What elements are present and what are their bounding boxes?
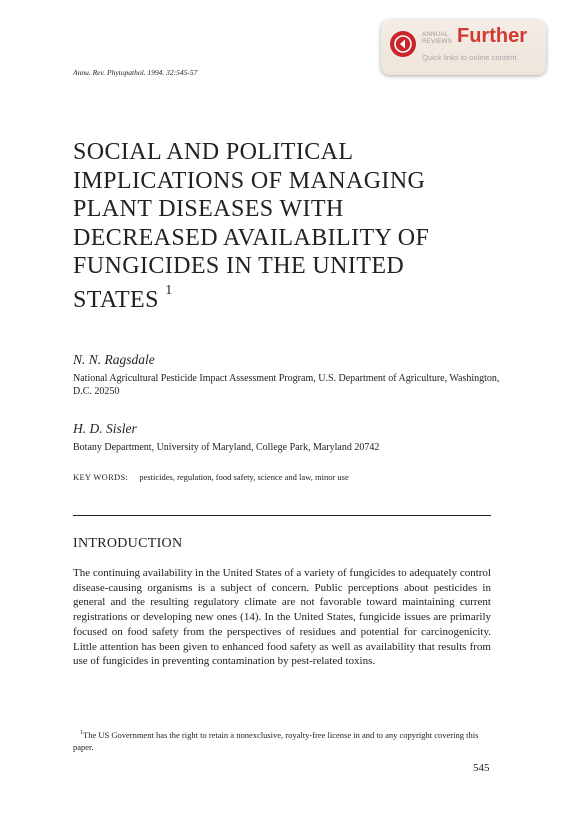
footnote-marker: 1 xyxy=(80,730,83,736)
page-number: 545 xyxy=(473,762,490,774)
back-arrow-icon xyxy=(390,31,416,57)
paper-title xyxy=(73,138,493,314)
author-name: N. N. Ragsdale xyxy=(73,352,155,367)
section-divider xyxy=(73,515,491,516)
section-heading: INTRODUCTION xyxy=(73,536,183,551)
author-affiliation: Botany Department, University of Maryland, College Park, Maryland 20742 xyxy=(73,442,380,453)
author-name: H. D. Sisler xyxy=(73,421,137,436)
author-affiliation: National Agricultural Pesticide Impact Assessment Program, U.S. Department of Agriculture, Washington, D.C. 20250 xyxy=(73,373,500,397)
keywords-text: pesticides, regulation, food safety, science and law, minor use xyxy=(139,472,349,482)
paper-title-text: SOCIAL AND POLITICAL IMPLICATIONS OF MANAGING PLANT DISEASES WITH DECREASED AVAILABILITY OF FUNGICIDES IN THE UNITED STATES xyxy=(73,139,430,313)
annual-reviews-logo xyxy=(422,31,452,45)
keywords-label: KEY WORDS: xyxy=(73,472,129,482)
further-label: Further xyxy=(457,25,527,47)
keywords xyxy=(73,472,349,482)
journal-citation: Annu. Rev. Phytopathol. 1994. 32:545-57 xyxy=(73,68,198,77)
quick-links-text: Quick links to online content xyxy=(422,53,517,62)
footnote-text: The US Government has the right to retain a nonexclusive, royalty-free license in and to any copyright covering this paper. xyxy=(73,729,479,752)
annual-label: ANNUAL xyxy=(422,31,449,38)
body-paragraph: The continuing availability in the United States of a variety of fungicides to adequately control disease-causing organisms is a subject of concern. Public perceptions about pesticides in general and the resulting regulatory climate are not favorable toward maintaining current registrations or developing new ones (14). In the United States, fungicide issues are primarily focused on food safety from the perspectives of residues and potential for carcinogenicity. Little attention has been given to enhanced food safety as well as availability that results from use of fungicides in preventing contamination by pest-related toxins. xyxy=(73,567,491,668)
footnote xyxy=(73,727,491,753)
title-footnote-marker: 1 xyxy=(165,282,173,298)
reviews-label: REVIEWS xyxy=(422,38,452,45)
further-reviews-badge[interactable] xyxy=(381,20,546,75)
